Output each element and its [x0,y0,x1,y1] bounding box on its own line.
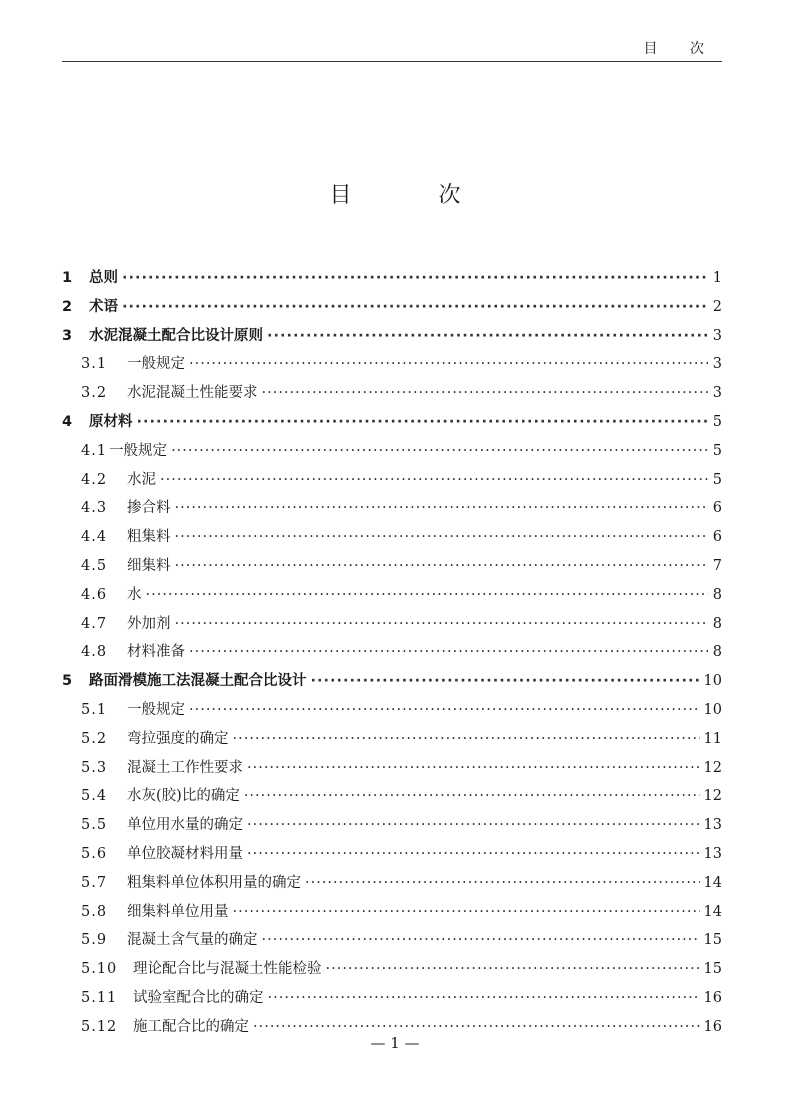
toc-entry-page: 6 [712,500,722,517]
toc-entry-page: 10 [703,673,722,690]
toc-entry-page: 3 [712,356,722,373]
toc-entry[interactable] [62,293,722,322]
toc-entry[interactable] [62,523,722,552]
toc-entry-page: 14 [703,903,722,920]
toc-entry[interactable] [62,552,722,581]
toc-entry-number: 5.2 [81,730,108,747]
toc-entry-page: 15 [703,961,722,978]
toc-entry-number: 4.8 [81,644,108,661]
toc-entry-title: 细集料单位用量 [127,903,229,920]
toc-entry-number: 3.1 [81,356,108,373]
toc-entry-page: 5 [712,413,722,430]
toc-entry-page: 8 [712,644,722,661]
toc-entry-number: 4 [62,413,73,430]
toc-entry-page: 15 [703,932,722,949]
running-header: 目 次 [643,41,718,57]
toc-entry-page: 3 [712,385,722,402]
toc-entry-number: 5.1 [81,701,108,718]
toc-entry-number: 5.9 [81,932,108,949]
toc-leader-dots [268,984,700,1013]
toc-entry-title: 一般规定 [127,701,185,718]
toc-entry[interactable] [62,322,722,351]
toc-leader-dots [247,840,700,869]
toc-entry-number: 4.4 [81,529,108,546]
toc-entry[interactable] [62,984,722,1013]
toc-entry-number: 5.4 [81,788,108,805]
toc-entry[interactable] [62,696,722,725]
toc-entry-number: 2 [62,298,73,315]
table-of-contents [62,264,722,1042]
toc-leader-dots [233,725,700,754]
toc-leader-dots [244,782,700,811]
toc-entry-number: 5.3 [81,759,108,776]
toc-entry-page: 7 [712,557,722,574]
toc-entry-number: 3 [62,327,73,344]
toc-entry-title: 粗集料 [127,529,171,546]
toc-leader-dots [189,350,708,379]
toc-entry[interactable] [62,667,722,696]
toc-entry-number: 1 [62,270,73,286]
toc-entry-title: 外加剂 [127,615,171,632]
toc-entry-number: 5.11 [81,989,118,1006]
toc-entry-title: 原材料 [89,413,133,430]
toc-entry-page: 12 [703,759,722,776]
toc-entry[interactable] [62,840,722,869]
toc-leader-dots [146,581,709,610]
toc-entry-title: 掺合料 [127,500,171,517]
toc-leader-dots [175,610,709,639]
toc-leader-dots [137,408,709,437]
header-rule [62,61,722,62]
toc-leader-dots [247,754,700,783]
toc-leader-dots [247,811,700,840]
toc-leader-dots [175,494,709,523]
toc-entry-number: 4.3 [81,500,108,517]
toc-entry-title: 一般规定 [109,442,168,459]
toc-entry-title: 细集料 [127,557,171,574]
toc-entry[interactable] [62,350,722,379]
toc-entry[interactable] [62,926,722,955]
toc-entry[interactable] [62,955,722,984]
toc-entry-title: 单位胶凝材料用量 [127,845,243,862]
toc-entry-title: 单位用水量的确定 [127,817,243,834]
toc-entry[interactable] [62,811,722,840]
toc-leader-dots [175,552,709,581]
toc-entry-title: 水泥 [127,471,156,488]
toc-leader-dots [189,638,708,667]
toc-entry-number: 3.2 [81,385,108,402]
toc-entry-page: 3 [712,327,722,344]
toc-leader-dots [171,437,708,466]
toc-entry-number: 4.6 [81,586,108,603]
toc-entry-number: 4.5 [81,557,108,574]
toc-entry-number: 5.5 [81,817,108,834]
toc-entry-number: 5.6 [81,845,108,862]
toc-entry-number: 4.2 [81,471,108,488]
toc-leader-dots [233,898,700,927]
toc-leader-dots [267,322,708,351]
toc-entry-title: 总则 [89,270,118,286]
page-number: — 1 — [370,1034,420,1052]
toc-leader-dots [311,667,700,696]
toc-leader-dots [305,869,700,898]
toc-entry-title: 水泥混凝土性能要求 [127,385,258,402]
toc-entry-title: 水 [127,586,142,603]
toc-entry[interactable] [62,581,722,610]
toc-entry-page: 8 [712,615,722,632]
toc-entry-page: 12 [703,788,722,805]
toc-entry-title: 施工配合比的确定 [133,1018,249,1035]
toc-entry-page: 11 [703,730,722,747]
toc-entry[interactable] [62,437,722,466]
toc-entry[interactable] [62,494,722,523]
toc-entry-title: 路面滑模施工法混凝土配合比设计 [89,673,307,690]
toc-entry-page: 16 [703,1018,722,1035]
toc-entry-number: 5 [62,673,73,690]
toc-entry-page: 14 [703,874,722,891]
toc-entry-title: 粗集料单位体积用量的确定 [127,874,301,891]
toc-entry-title: 弯拉强度的确定 [127,730,229,747]
toc-entry-title: 试验室配合比的确定 [133,989,264,1006]
toc-entry[interactable] [62,408,722,437]
toc-entry[interactable] [62,379,722,408]
toc-entry-number: 5.8 [81,903,108,920]
toc-entry-title: 术语 [89,298,118,315]
toc-entry[interactable] [62,264,722,293]
toc-entry[interactable] [62,610,722,639]
toc-entry-number: 4.7 [81,615,108,632]
toc-entry-number: 5.12 [81,1018,118,1035]
toc-entry[interactable] [62,869,722,898]
toc-leader-dots [262,926,700,955]
toc-entry-page: 10 [703,701,722,718]
toc-entry-title: 水灰(胶)比的确定 [127,788,240,805]
toc-entry-page: 16 [703,989,722,1006]
toc-entry-number: 4.1 [81,442,108,459]
toc-entry-page: 8 [712,586,722,603]
toc-leader-dots [189,696,700,725]
toc-entry-page: 1 [712,270,722,286]
toc-entry-title: 水泥混凝土配合比设计原则 [89,327,263,344]
toc-leader-dots [122,264,708,293]
toc-entry-page: 5 [712,442,722,459]
toc-entry-title: 混凝土工作性要求 [127,759,243,776]
toc-leader-dots [122,293,708,322]
toc-entry-page: 6 [712,529,722,546]
toc-entry[interactable] [62,754,722,783]
toc-leader-dots [175,523,709,552]
toc-entry-title: 理论配合比与混凝土性能检验 [133,961,322,978]
toc-entry[interactable] [62,898,722,927]
toc-entry[interactable] [62,725,722,754]
toc-entry-title: 材料准备 [127,644,185,661]
toc-leader-dots [326,955,700,984]
toc-entry-page: 5 [712,471,722,488]
page-title: 目 次 [329,183,501,208]
toc-entry-page: 2 [712,298,722,315]
toc-entry[interactable] [62,466,722,495]
toc-entry-number: 5.10 [81,961,118,978]
toc-entry-title: 一般规定 [127,356,185,373]
toc-entry-title: 混凝土含气量的确定 [127,932,258,949]
toc-entry-page: 13 [703,817,722,834]
toc-entry[interactable] [62,638,722,667]
toc-leader-dots [262,379,709,408]
toc-entry-number: 5.7 [81,874,108,891]
toc-entry-page: 13 [703,845,722,862]
toc-leader-dots [160,466,708,495]
toc-entry[interactable] [62,782,722,811]
